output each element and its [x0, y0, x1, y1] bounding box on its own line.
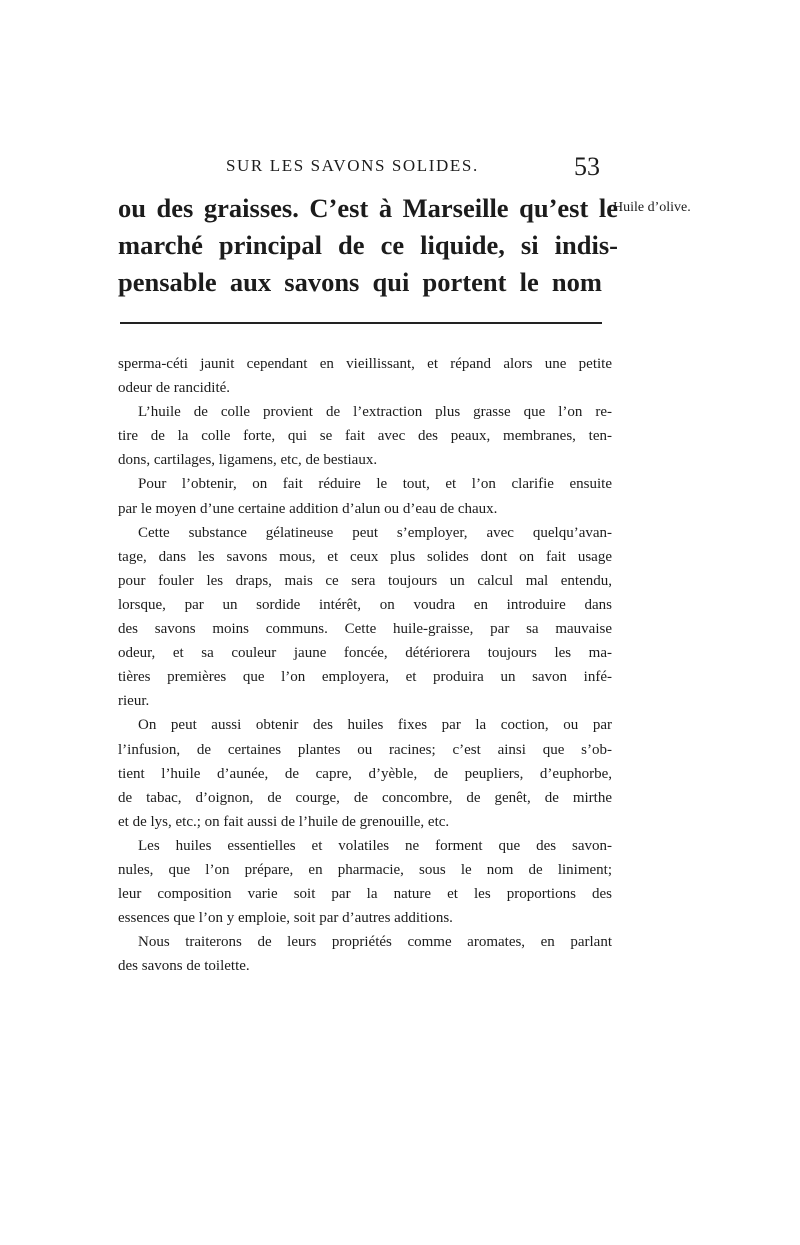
page-number: 53	[574, 152, 600, 181]
main-text-line: pensable aux savons qui portent le nom	[118, 267, 602, 297]
running-head	[226, 152, 626, 182]
note-line: On peut aussi obtenir des huiles fixes par la coction, ou par	[138, 717, 612, 734]
note-line: odeur de rancidité.	[118, 380, 231, 397]
note-line: L’huile de colle provient de l’extraction plus grasse que l’on re-	[138, 404, 612, 421]
note-line: sperma-céti jaunit cependant en vieillissant, et répand alors une petite	[118, 356, 612, 372]
margin-note: Huile d’olive.	[613, 200, 691, 215]
note-line: tient l’huile d’aunée, de capre, d’yèble, de peupliers, d’euphorbe,	[118, 765, 612, 782]
footnote-text	[118, 352, 612, 978]
note-line: Pour l’obtenir, on fait réduire le tout, et l’on clarifie ensuite	[138, 476, 612, 493]
main-text-line: ou des graisses. C’est à Marseille qu’est le	[118, 193, 618, 223]
note-line: odeur, et sa couleur jaune foncée, détériorera toujours les ma-	[118, 645, 612, 662]
note-line: essences que l’on y emploie, soit par d’autres additions.	[118, 910, 453, 927]
note-line: l’infusion, de certaines plantes ou racines; c’est ainsi que s’ob-	[118, 741, 612, 758]
note-line: lorsque, par un sordide intérêt, on voudra en introduire dans	[118, 596, 612, 613]
note-line: et de lys, etc.; on fait aussi de l’huile de grenouille, etc.	[118, 813, 450, 830]
note-line: Nous traiterons de leurs propriétés comme aromates, en parlant	[138, 934, 612, 951]
note-line: de tabac, d’oignon, de courge, de concombre, de genêt, de mirthe	[118, 789, 612, 806]
footnote-rule	[120, 322, 602, 324]
note-line: tire de la colle forte, qui se fait avec des peaux, membranes, ten-	[118, 428, 612, 445]
main-text	[118, 190, 618, 301]
main-text-line: marché principal de ce liquide, si indis-	[118, 230, 618, 260]
note-line: dons, cartilages, ligamens, etc, de bestiaux.	[118, 452, 378, 469]
note-line: tières premières que l’on employera, et produira un savon infé-	[118, 669, 612, 686]
note-line: tage, dans les savons mous, et ceux plus solides dont on fait usage	[118, 548, 612, 565]
note-line: pour fouler les draps, mais ce sera toujours un calcul mal entendu,	[118, 572, 612, 589]
note-line: des savons moins communs. Cette huile-graisse, par sa mauvaise	[118, 621, 612, 638]
running-title: SUR LES SAVONS SOLIDES.	[226, 156, 479, 175]
note-line: nules, que l’on prépare, en pharmacie, sous le nom de liniment;	[118, 861, 612, 878]
note-line: rieur.	[118, 693, 150, 710]
note-line: leur composition varie soit par la nature et les proportions des	[118, 886, 612, 903]
note-line: par le moyen d’une certaine addition d’alun ou d’eau de chaux.	[118, 500, 498, 517]
note-line: Les huiles essentielles et volatiles ne forment que des savon-	[138, 837, 612, 854]
note-line: Cette substance gélatineuse peut s’employer, avec quelqu’avan-	[138, 524, 612, 541]
note-line: des savons de toilette.	[118, 958, 250, 975]
